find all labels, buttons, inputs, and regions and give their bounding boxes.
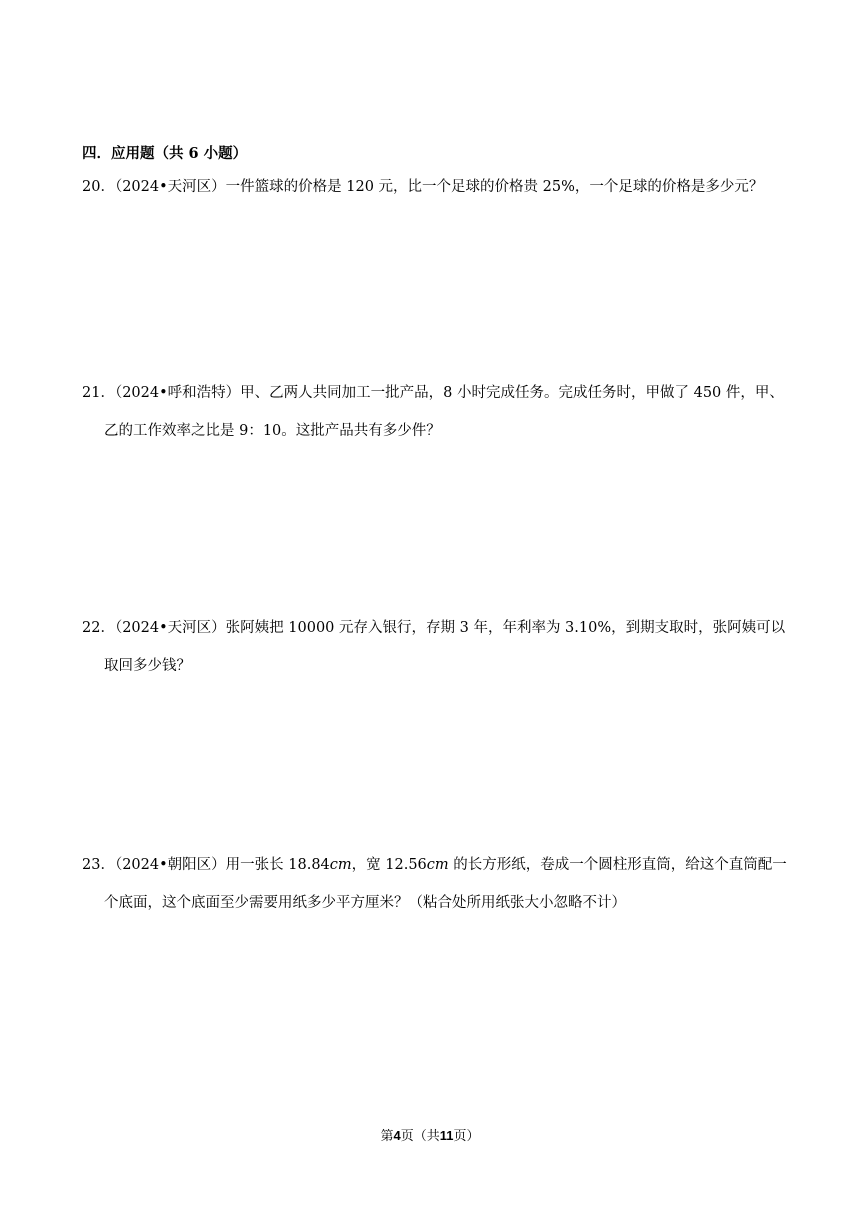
question-text: 22．（2024•天河区）张阿姨把 10000 元存入银行，存期 3 年，年利率为 3.10%，到期支取时，张阿姨可以 xyxy=(82,620,786,636)
unit-cm: cm xyxy=(426,857,449,873)
question-text-continued: 个底面，这个底面至少需要用纸多少平方厘米？（粘合处所用纸张大小忽略不计） xyxy=(104,895,626,911)
unit-cm: cm xyxy=(329,857,352,873)
footer-suffix: 页） xyxy=(453,1129,480,1144)
question-23 xyxy=(82,846,787,922)
footer-prefix: 第 xyxy=(380,1129,394,1144)
question-text-part: 的长方形纸，卷成一个圆柱形直筒，给这个直筒配一 xyxy=(448,857,787,873)
question-21 xyxy=(82,374,782,450)
footer-middle: 页（共 xyxy=(400,1129,440,1144)
question-text-continued: 取回多少钱？ xyxy=(104,658,191,674)
question-text-continued: 乙的工作效率之比是 9：10。这批产品共有多少件？ xyxy=(104,423,441,439)
question-20 xyxy=(82,168,782,206)
question-text-part: 23．（2024•朝阳区）用一张长 18.84 xyxy=(82,857,330,873)
page-footer xyxy=(0,1127,860,1146)
section-title: 四．应用题（共 6 小题） xyxy=(82,145,248,162)
question-text-part: ，宽 12.56 xyxy=(351,857,427,873)
question-text: 20．（2024•天河区）一件篮球的价格是 120 元，比一个足球的价格贵 25%，一个足球的价格是多少元？ xyxy=(82,179,764,195)
footer-page-number: 4 xyxy=(393,1128,401,1143)
question-text xyxy=(82,846,787,884)
footer-total-pages: 11 xyxy=(439,1128,454,1143)
question-text: 21．（2024•呼和浩特）甲、乙两人共同加工一批产品，8 小时完成任务。完成任务时，甲做了 450 件，甲、 xyxy=(82,385,784,401)
question-22 xyxy=(82,609,786,685)
